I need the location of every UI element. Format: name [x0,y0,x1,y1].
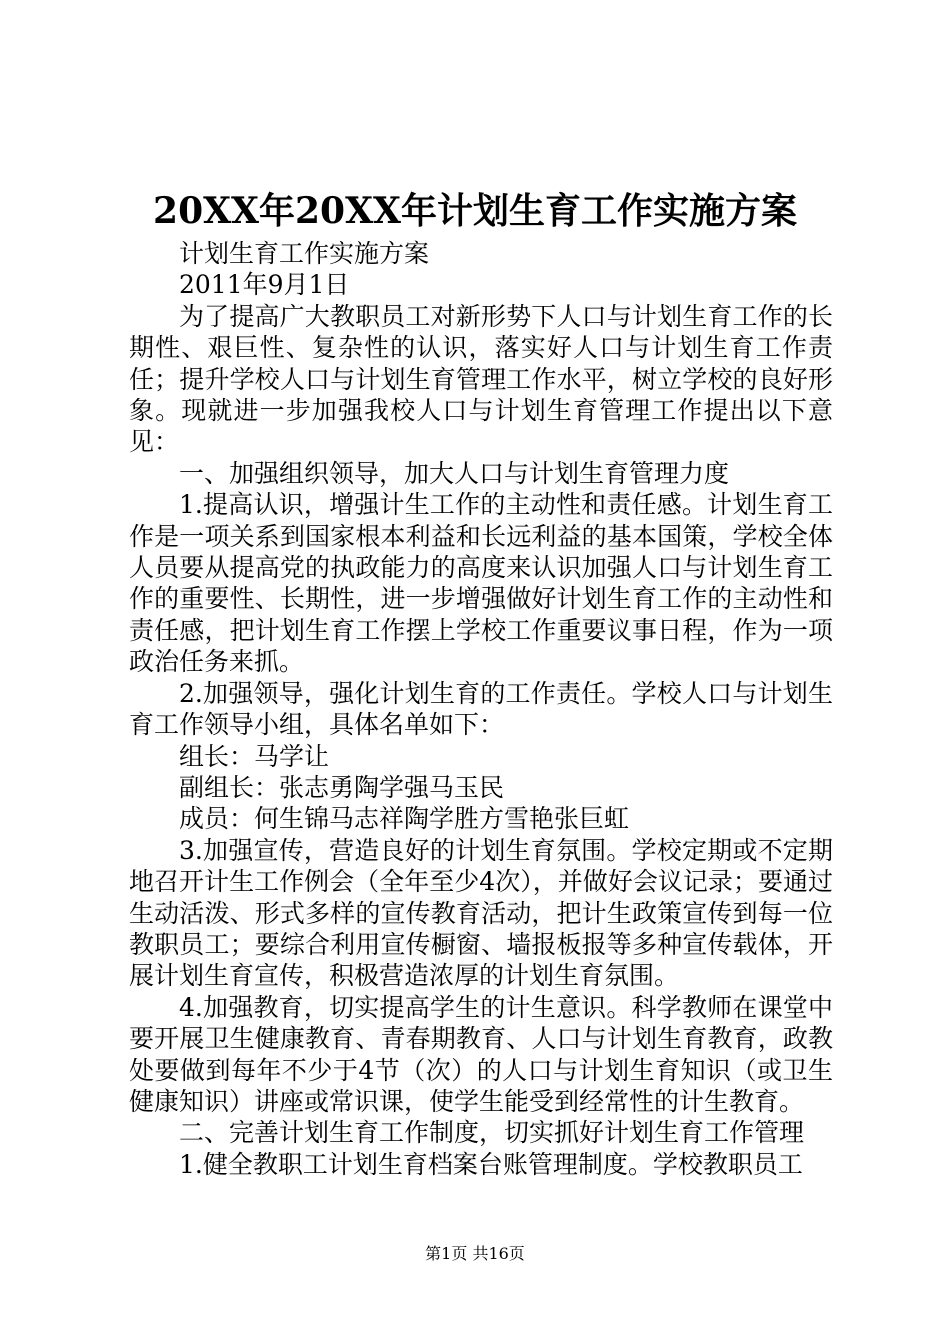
paragraph: 为了提高广大教职员工对新形势下人口与计划生育工作的长期性、艰巨性、复杂性的认识，落实好人口与计划生育工作责任；提升学校人口与计划生育管理工作水平，树立学校的良好形象。现就进一步加强我校人口与计划生育管理工作提出以下意见： [129,301,833,457]
section-heading: 二、完善计划生育工作制度，切实抓好计划生育工作管理 [179,1118,805,1148]
document-title: 20XX年20XX年计划生育工作实施方案 [153,190,797,232]
paragraph: 2011年9月1日 [179,270,350,300]
paragraph: 成员：何生锦马志祥陶学胜方雪艳张巨虹 [179,804,630,834]
paragraph: 计划生育工作实施方案 [179,239,430,268]
paragraph: 2.加强领导，强化计划生育的工作责任。学校人口与计划生育工作领导小组，具体名单如下： [129,678,833,740]
paragraph: 组长：马学让 [179,741,330,771]
paragraph: 副组长：张志勇陶学强马玉民 [179,772,505,802]
paragraph: 1.健全教职工计划生育档案台账管理制度。学校教职员工 [179,1149,803,1179]
paragraph: 4.加强教育，切实提高学生的计生意识。科学教师在课堂中要开展卫生健康教育、青春期教育、人口与计划生育教育，政教处要做到每年不少于4节（次）的人口与计划生育知识（或卫生健康知识）讲座或常识课，使学生能受到经常性的计生教育。 [129,992,833,1116]
document-body [129,238,833,1180]
paragraph: 3.加强宣传，营造良好的计划生育氛围。学校定期或不定期地召开计生工作例会（全年至少4次），并做好会议记录；要通过生动活泼、形式多样的宣传教育活动，把计生政策宣传到每一位教职员工；要综合利用宣传橱窗、墙报板报等多种宣传载体，开展计划生育宣传，积极营造浓厚的计划生育氛围。 [129,835,833,991]
section-heading: 一、加强组织领导，加大人口与计划生育管理力度 [179,458,730,488]
paragraph: 1.提高认识，增强计生工作的主动性和责任感。计划生育工作是一项关系到国家根本利益和长远利益的基本国策，学校全体人员要从提高党的执政能力的高度来认识加强人口与计划生育工作的重要性、长期性，进一步增强做好计划生育工作的主动性和责任感，把计划生育工作摆上学校工作重要议事日程，作为一项政治任务来抓。 [129,490,833,677]
page-footer: 第1页 共16页 [425,1244,525,1263]
